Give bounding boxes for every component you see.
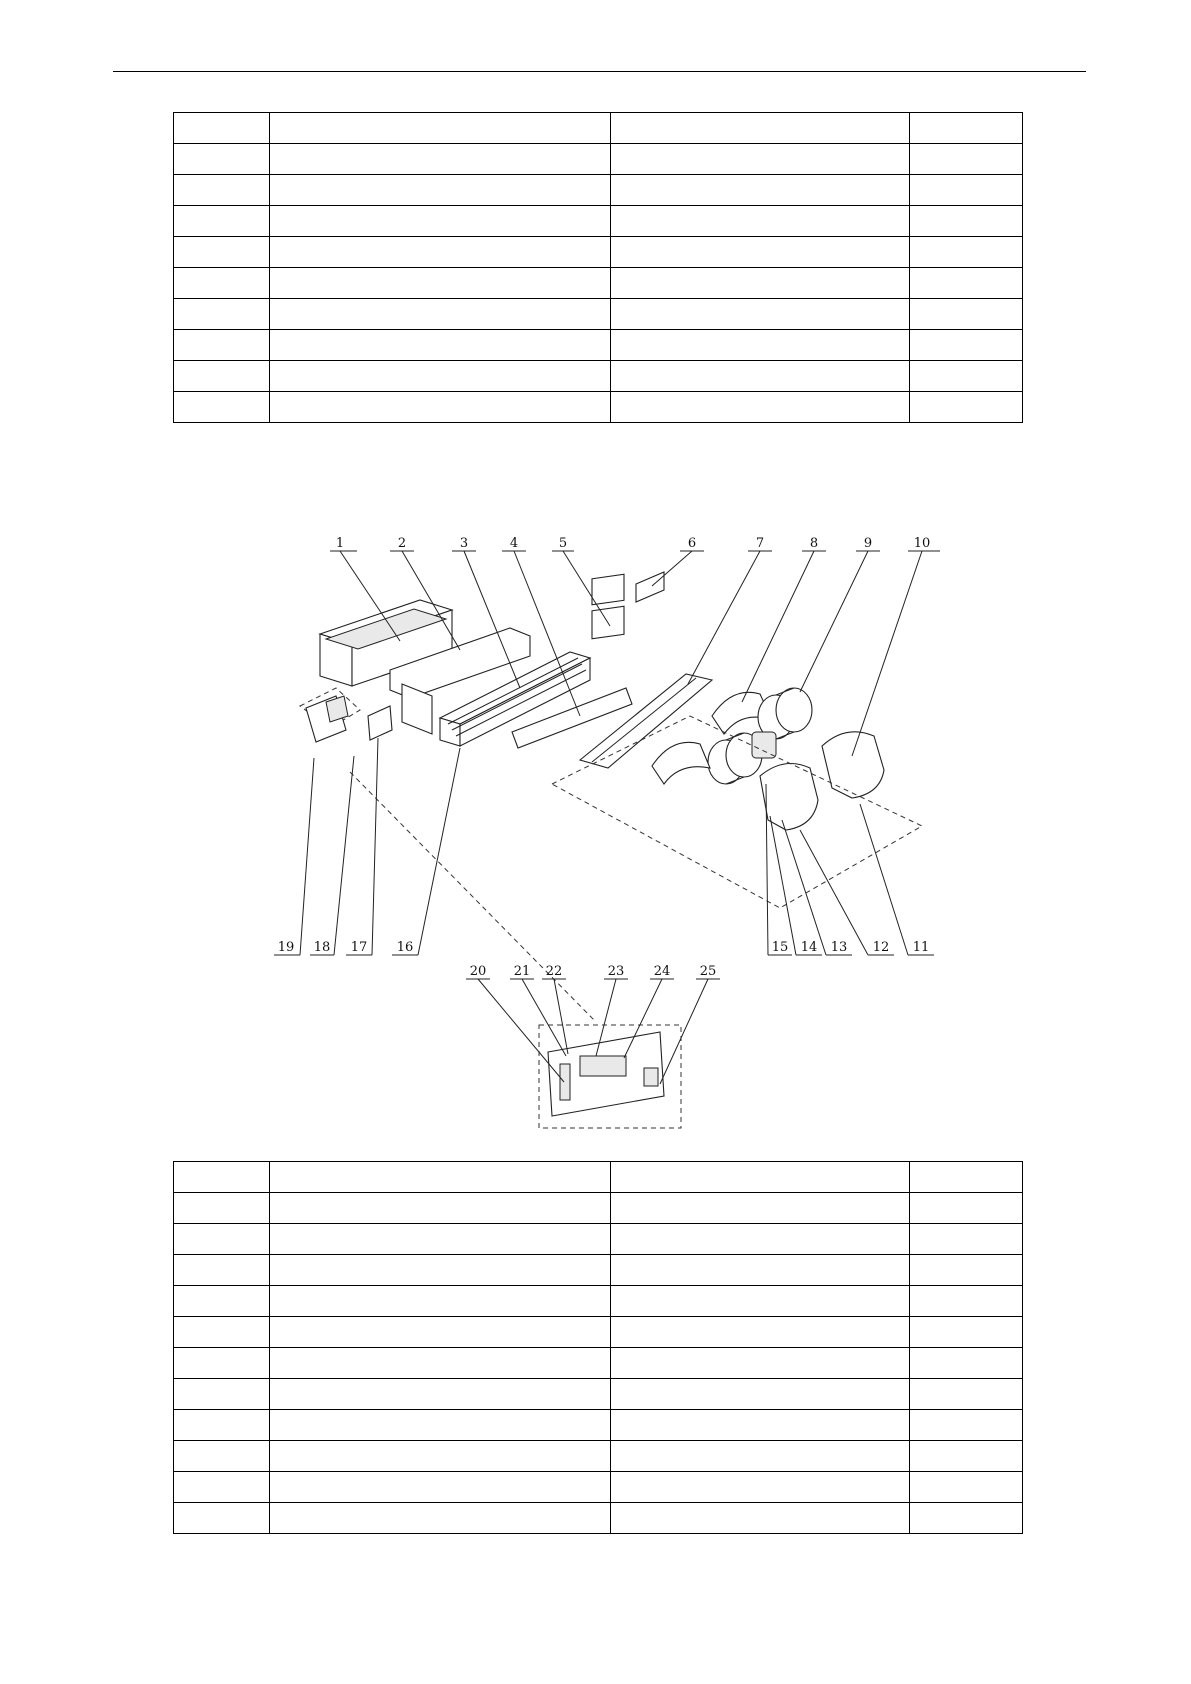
table-cell	[910, 1348, 1023, 1379]
table-row	[174, 1410, 1023, 1441]
table-cell	[910, 1193, 1023, 1224]
parts-table-top	[173, 112, 1023, 423]
table-cell	[174, 1348, 270, 1379]
table-cell	[270, 144, 611, 175]
table-cell	[611, 1410, 910, 1441]
table-cell	[270, 392, 611, 423]
table-row	[174, 1286, 1023, 1317]
table-cell	[910, 1162, 1023, 1193]
table-cell	[910, 1410, 1023, 1441]
callout-14: 14	[800, 940, 818, 955]
table-cell	[611, 175, 910, 206]
table-cell	[611, 1472, 910, 1503]
side-bracket	[592, 574, 624, 638]
callout-19: 19	[277, 940, 295, 955]
table-cell	[270, 1379, 611, 1410]
table-cell	[611, 392, 910, 423]
parts-table-bottom	[173, 1161, 1023, 1534]
lower-volute-right	[822, 732, 884, 798]
table-cell	[910, 1472, 1023, 1503]
callout-7: 7	[755, 536, 765, 551]
table-row	[174, 1193, 1023, 1224]
table-cell	[174, 1224, 270, 1255]
table-row	[174, 113, 1023, 144]
table-cell	[270, 1224, 611, 1255]
callout-5: 5	[558, 536, 568, 551]
table-cell	[174, 268, 270, 299]
callout-24: 24	[653, 964, 671, 979]
callout-2: 2	[397, 536, 407, 551]
table-row	[174, 1224, 1023, 1255]
table-cell	[611, 330, 910, 361]
callout-6: 6	[687, 536, 697, 551]
table-cell	[611, 1162, 910, 1193]
table-cell	[611, 1224, 910, 1255]
table-cell	[174, 1162, 270, 1193]
table-cell	[910, 361, 1023, 392]
table-cell	[174, 1193, 270, 1224]
table-row	[174, 268, 1023, 299]
table-row	[174, 1317, 1023, 1348]
table-cell	[910, 206, 1023, 237]
table-cell	[174, 113, 270, 144]
table-cell	[270, 1472, 611, 1503]
table-cell	[270, 361, 611, 392]
table-row	[174, 1379, 1023, 1410]
table-cell	[910, 1224, 1023, 1255]
table-cell	[611, 1193, 910, 1224]
table-cell	[270, 1317, 611, 1348]
callout-22: 22	[545, 964, 563, 979]
table-cell	[611, 1379, 910, 1410]
electric-box-cover	[300, 688, 360, 742]
header-rule	[113, 71, 1086, 72]
mounting-plate	[636, 572, 664, 602]
table-cell	[174, 1410, 270, 1441]
table-cell	[270, 330, 611, 361]
table-cell	[270, 206, 611, 237]
table-row	[174, 330, 1023, 361]
table-cell	[270, 1503, 611, 1534]
upper-volute-left	[652, 742, 710, 784]
table-cell	[910, 237, 1023, 268]
table-cell	[270, 1410, 611, 1441]
table-cell	[270, 1348, 611, 1379]
callout-17: 17	[350, 940, 368, 955]
table-cell	[174, 175, 270, 206]
table-cell	[270, 268, 611, 299]
table-cell	[174, 330, 270, 361]
table-cell	[174, 1317, 270, 1348]
table-row	[174, 1472, 1023, 1503]
table-cell	[611, 1441, 910, 1472]
table-cell	[270, 1193, 611, 1224]
table-cell	[174, 1379, 270, 1410]
table-cell	[611, 113, 910, 144]
table-row	[174, 1255, 1023, 1286]
table-cell	[611, 1348, 910, 1379]
callout-16: 16	[396, 940, 414, 955]
fan-wheel-right	[758, 688, 812, 739]
table-row	[174, 144, 1023, 175]
table-cell	[910, 1379, 1023, 1410]
table-cell	[611, 1317, 910, 1348]
table-cell	[174, 1472, 270, 1503]
table-cell	[174, 392, 270, 423]
table-cell	[910, 392, 1023, 423]
table-cell	[174, 1441, 270, 1472]
callout-15: 15	[771, 940, 789, 955]
table-row	[174, 1162, 1023, 1193]
table-cell	[611, 144, 910, 175]
table-cell	[910, 268, 1023, 299]
fan-motor	[752, 732, 776, 758]
callout-11: 11	[912, 940, 930, 955]
table-cell	[910, 144, 1023, 175]
table-cell	[910, 299, 1023, 330]
callout-10: 10	[913, 536, 931, 551]
callout-3: 3	[459, 536, 469, 551]
callout-8: 8	[809, 536, 819, 551]
table-cell	[270, 299, 611, 330]
table-cell	[174, 237, 270, 268]
callout-12: 12	[872, 940, 890, 955]
table-cell	[611, 237, 910, 268]
table-cell	[910, 1317, 1023, 1348]
table-cell	[611, 361, 910, 392]
table-cell	[910, 330, 1023, 361]
table-row	[174, 206, 1023, 237]
table-cell	[270, 113, 611, 144]
table-cell	[611, 1286, 910, 1317]
table-cell	[174, 1503, 270, 1534]
callout-23: 23	[607, 964, 625, 979]
callout-13: 13	[830, 940, 848, 955]
table-row	[174, 1503, 1023, 1534]
table-cell	[174, 144, 270, 175]
table-cell	[174, 1286, 270, 1317]
table-cell	[910, 1503, 1023, 1534]
table-cell	[270, 1286, 611, 1317]
table-cell	[910, 1255, 1023, 1286]
electric-box-plate	[368, 706, 392, 740]
table-row	[174, 392, 1023, 423]
lower-volute-left	[760, 764, 818, 831]
callout-1: 1	[335, 536, 345, 551]
table-cell	[611, 268, 910, 299]
table-cell	[611, 1255, 910, 1286]
table-cell	[910, 175, 1023, 206]
table-cell	[174, 206, 270, 237]
control-board	[539, 1025, 681, 1128]
table-cell	[910, 1441, 1023, 1472]
callout-25: 25	[699, 964, 717, 979]
callout-18: 18	[313, 940, 331, 955]
callout-4: 4	[509, 536, 519, 551]
table-cell	[270, 237, 611, 268]
callout-21: 21	[513, 964, 531, 979]
table-cell	[174, 361, 270, 392]
table-row	[174, 237, 1023, 268]
table-cell	[910, 113, 1023, 144]
table-cell	[174, 1255, 270, 1286]
table-cell	[270, 175, 611, 206]
callout-20: 20	[469, 964, 487, 979]
table-row	[174, 361, 1023, 392]
table-cell	[270, 1162, 611, 1193]
table-row	[174, 1441, 1023, 1472]
table-cell	[270, 1441, 611, 1472]
table-cell	[174, 299, 270, 330]
table-cell	[611, 299, 910, 330]
table-cell	[611, 206, 910, 237]
callout-9: 9	[863, 536, 873, 551]
table-row	[174, 175, 1023, 206]
table-cell	[270, 1255, 611, 1286]
table-cell	[910, 1286, 1023, 1317]
table-row	[174, 1348, 1023, 1379]
table-row	[174, 299, 1023, 330]
exploded-view-diagram	[0, 520, 1191, 1140]
table-cell	[611, 1503, 910, 1534]
